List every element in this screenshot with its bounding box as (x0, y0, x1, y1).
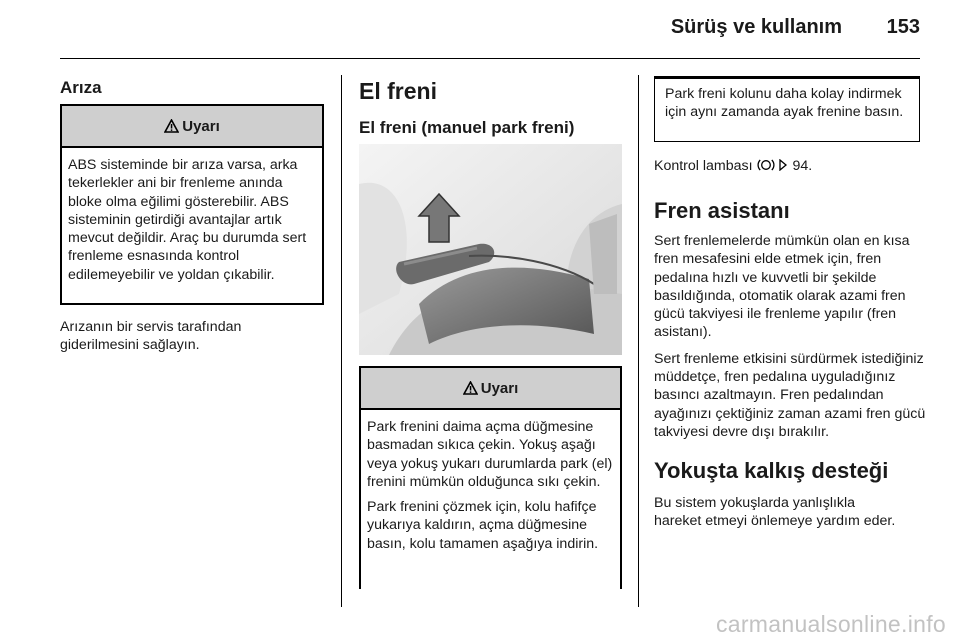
warning-paragraph-1: Park frenini daima açma düğmesine basmadan sıkıca çekin. Yokuş aşağı veya yokuş yukarı durumlarda park (el) frenini mümkün olduğunca sıkı çekin. (367, 419, 613, 490)
control-lamp-page-ref[interactable]: 94. (792, 158, 813, 174)
heading-hill-start-assist: Yokuşta kalkış desteği (654, 458, 889, 483)
warning-box-abs (60, 104, 324, 305)
handbrake-illustration (359, 144, 622, 355)
control-lamp-line (654, 157, 924, 175)
warning-label: Uyarı (480, 379, 519, 397)
warning-header (361, 368, 620, 410)
brake-lamp-icon (757, 158, 775, 172)
hill-start-body (654, 494, 904, 539)
note-text: Park freni kolunu daha kolay indirmek için aynı zamanda ayak frenine basın. (665, 86, 904, 121)
watermark: carmanualsonline.info (715, 611, 946, 637)
reference-arrow-icon (778, 159, 788, 171)
header-rule (60, 58, 920, 59)
warning-box-parking-brake (359, 366, 622, 589)
running-header-title: Sürüş ve kullanım (670, 16, 842, 38)
note-box-foot-brake (654, 76, 920, 142)
warning-text: ABS sisteminde bir arıza varsa, arka tekerlekler ani bir frenleme anında bloke olma eğilimi gösterebilir. ABS sisteminin getirdiği avantajlar artık mevcut değildir. Araç bu durumda sert frenleme esnasında kontrol edilemeyebilir ve yoldan çıkabilir. (68, 157, 307, 283)
warning-triangle-icon (164, 119, 179, 133)
page-number: 153 (886, 16, 920, 38)
hill-start-paragraph: Bu sistem yokuşlarda yanlışlıkla hareket etmeyi önlemeye yardım eder. (654, 495, 896, 530)
body-paragraph: Arızanın bir servis tarafından giderilmesini sağlayın. (60, 319, 242, 354)
body-text-service (60, 318, 322, 363)
warning-triangle-icon (463, 381, 478, 395)
section-title-fault: Arıza (60, 78, 102, 97)
brake-assist-paragraph-1: Sert frenlemelerde mümkün olan en kısa fren mesafesini elde etmek için, fren pedalına hızlı ve kuvvetli bir şekilde basıldığında, otomatik olarak azami fren gücü takviyesi ile frenleme yapılır (fren asistanı). (654, 233, 910, 341)
subheading-manual-parking-brake: El freni (manuel park freni) (359, 118, 575, 137)
heading-parking-brake: El freni (359, 78, 437, 104)
control-lamp-label: Kontrol lambası (654, 158, 753, 174)
parking-brake-photo (359, 144, 622, 355)
warning-header (62, 106, 322, 148)
warning-label: Uyarı (182, 117, 220, 135)
warning-paragraph-2: Park frenini çözmek için, kolu hafifçe yukarıya kaldırın, açma düğmesine basın, kolu tamamen aşağıya indirin. (367, 499, 599, 552)
column-divider-left (341, 75, 342, 607)
brake-assist-paragraph-2: Sert frenleme etkisini sürdürmek istediğiniz müddetçe, fren pedalına uyguladığınız basıncı azaltmayın. Fren pedalından ayağınızı çektiğiniz zaman azami fren gücü takviyesi devre dışı bırakılır. (654, 350, 926, 440)
heading-brake-assist: Fren asistanı (654, 198, 790, 223)
brake-assist-body (654, 232, 930, 449)
column-divider-right (638, 75, 639, 607)
